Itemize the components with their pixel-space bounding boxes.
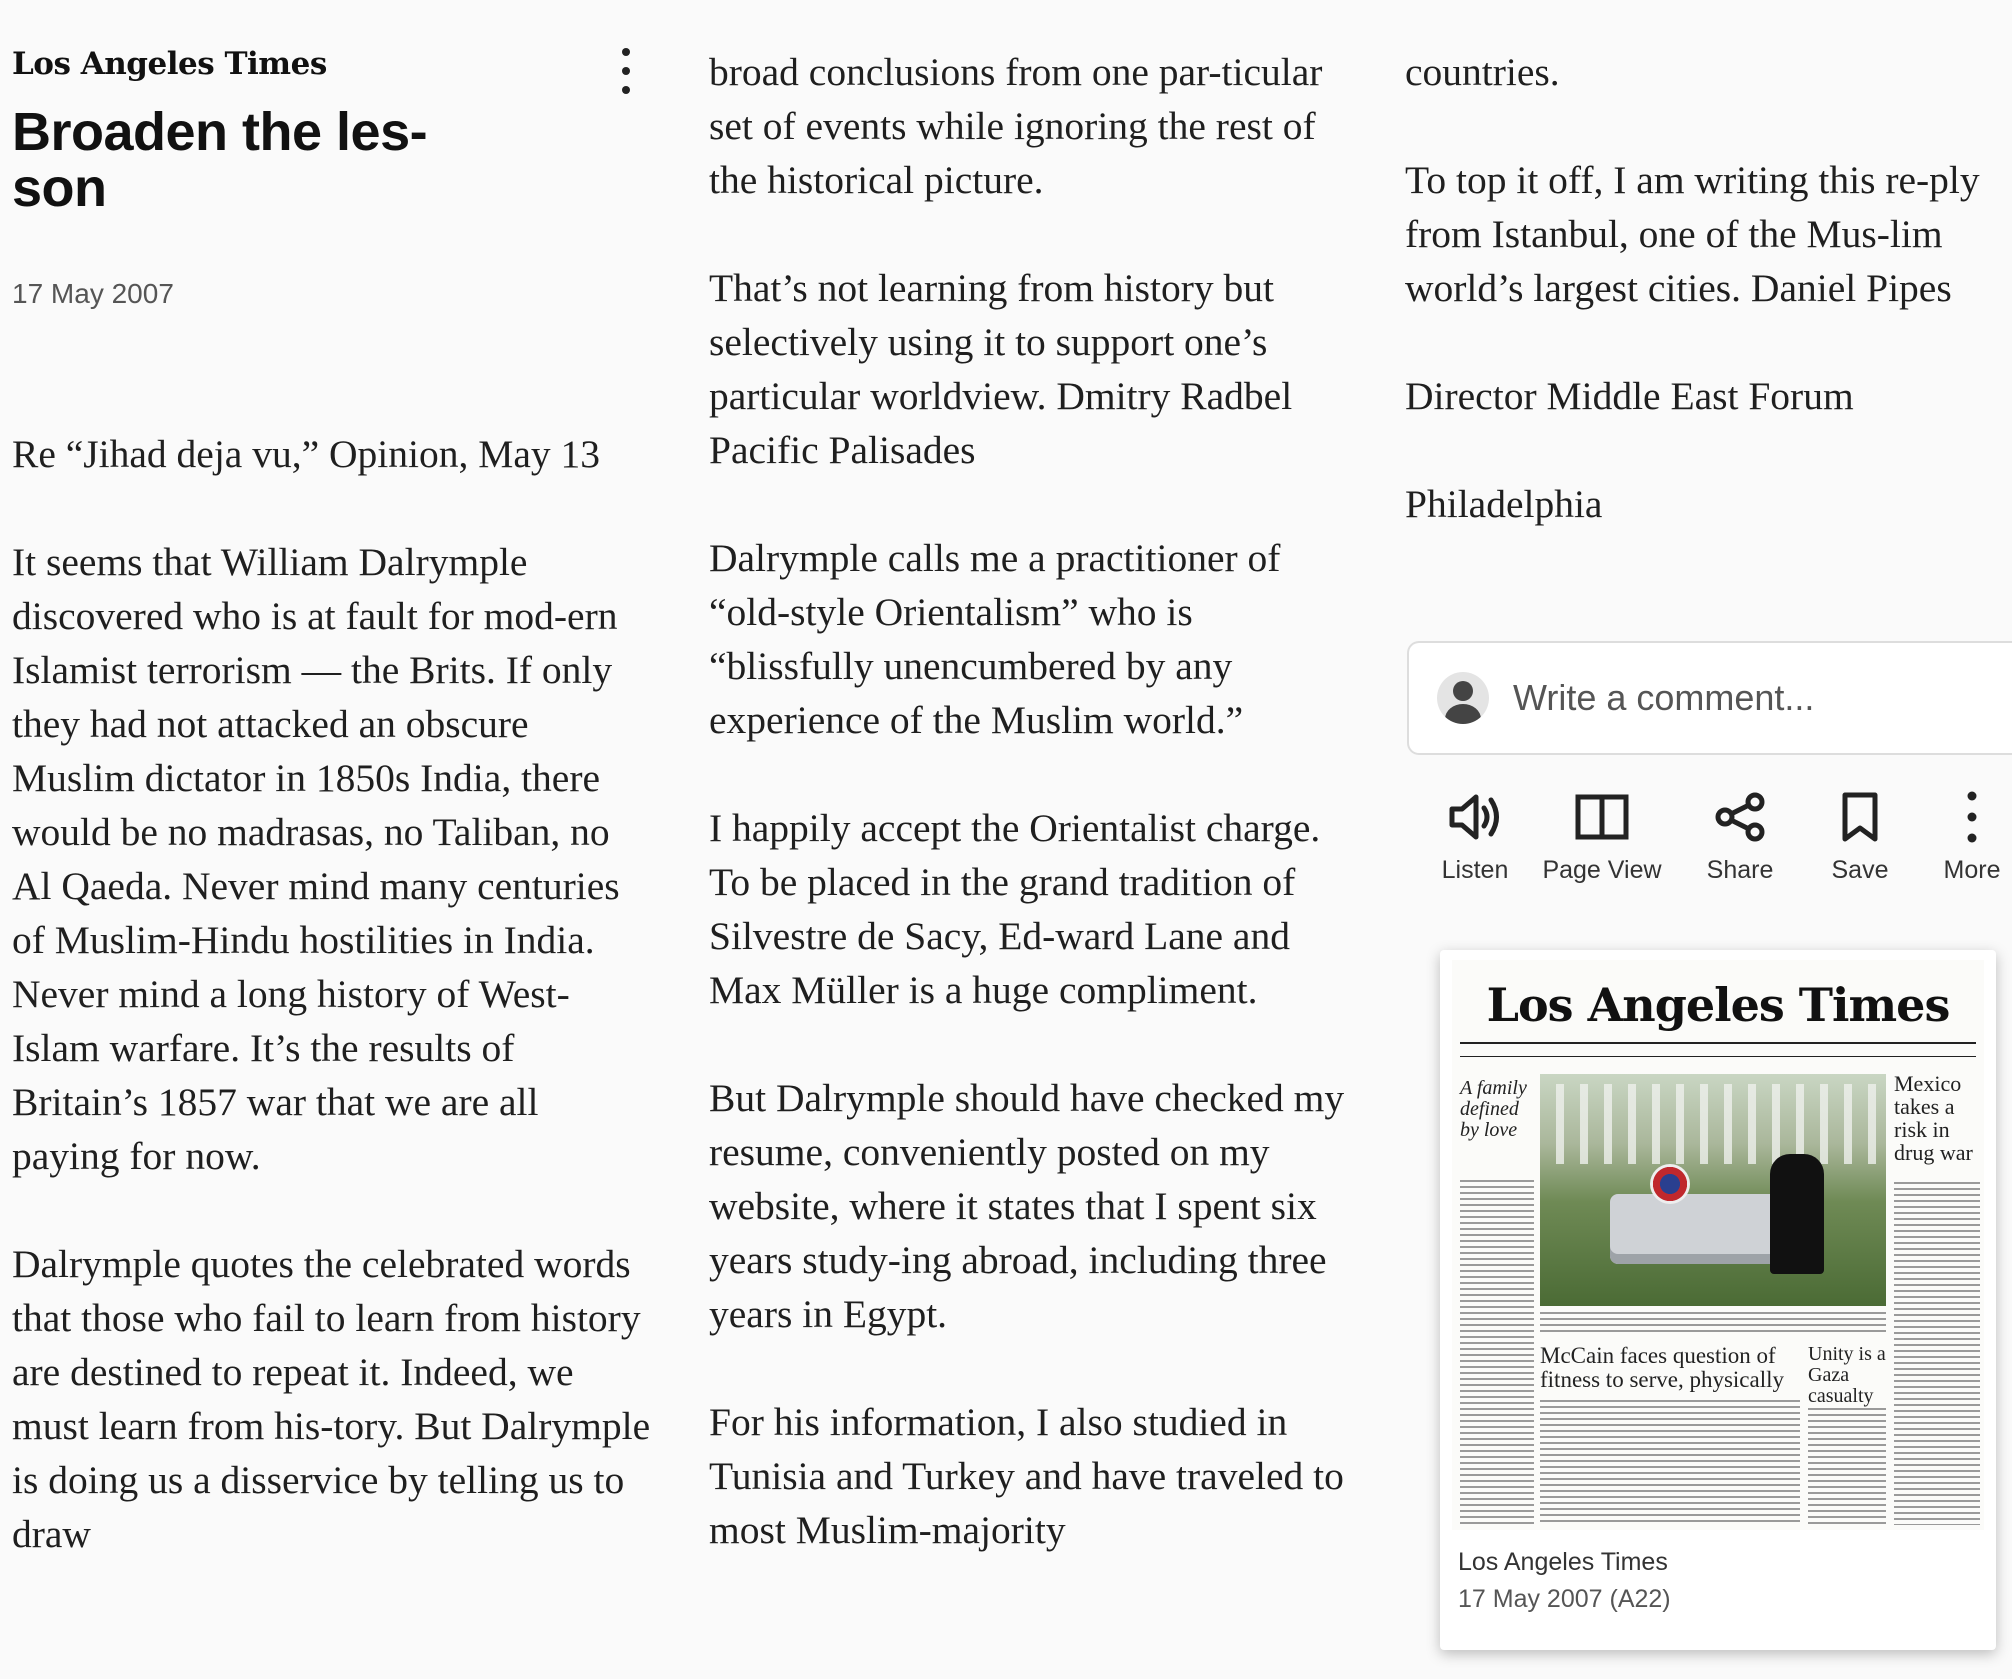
article-body-col3 <box>1405 45 2012 585</box>
thumbnail-side-headline: Unity is a Gaza casualty <box>1808 1343 1886 1407</box>
page-thumbnail-card[interactable] <box>1440 950 1996 1650</box>
share-icon <box>1711 790 1769 844</box>
comment-placeholder: Write a comment... <box>1513 677 1815 718</box>
comment-input[interactable] <box>1407 641 2012 755</box>
publication-masthead: Los Angeles Times <box>12 46 327 82</box>
listen-label: Listen <box>1441 856 1509 884</box>
more-vertical-icon <box>1943 790 2001 844</box>
paragraph: I happily accept the Orientalist charge. To be placed in the grand tradition of Silvestre de Sacy, Ed-ward Lane and Max Müller is a huge compliment. <box>709 806 1321 1012</box>
thumbnail-main-headline: McCain faces question of fitness to serve, physically <box>1540 1343 1785 1393</box>
thumbnail-masthead: Los Angeles Times <box>1486 978 1950 1032</box>
action-bar <box>1405 790 2012 900</box>
paragraph: That’s not learning from history but selectively using it to support one’s particular worldview. Dmitry Radbel Pacific Palisades <box>709 266 1293 472</box>
paragraph: Dalrymple calls me a practitioner of “old-style Orientalism” who is “blissfully unencumbered by any experience of the Muslim world.” <box>709 536 1281 742</box>
paragraph: countries. <box>1405 50 1560 94</box>
newspaper-page-image <box>1452 960 1984 1530</box>
thumbnail-left-headline: A family defined by love <box>1460 1077 1527 1141</box>
page-view-icon <box>1573 790 1631 844</box>
paragraph: It seems that William Dalrymple discovered who is at fault for mod-ern Islamist terrorism — the Brits. If only they had not attacked an obscure Muslim dictator in 1850s India, there would be no madrasas, no Taliban, no Al Qaeda. Never mind many centuries of Muslim-Hindu hostilities in India. Never mind a long history of West-Islam warfare. It’s the results of Britain’s 1857 war that we are all paying for now. <box>12 540 620 1178</box>
thumbnail-date: 17 May 2007 (A22) <box>1458 1585 1671 1613</box>
article-body-col2 <box>709 45 1349 1611</box>
thumbnail-publication: Los Angeles Times <box>1458 1548 1668 1576</box>
article-date: 17 May 2007 <box>12 278 174 309</box>
article-column-3 <box>1405 0 2012 620</box>
bookmark-icon <box>1831 790 1889 844</box>
article-headline: Broaden the les-son <box>12 102 428 218</box>
thumbnail-caption <box>1458 1548 1671 1614</box>
article-column-2 <box>709 0 1349 1679</box>
speaker-icon <box>1446 790 1504 844</box>
paragraph: To top it off, I am writing this re-ply from Istanbul, one of the Mus-lim world’s largest cities. Daniel Pipes <box>1405 158 1980 310</box>
more-button[interactable] <box>1897 790 2012 885</box>
paragraph: Philadelphia <box>1405 482 1603 526</box>
thumbnail-right-headline: Mexico takes a risk in drug war <box>1894 1071 1973 1166</box>
paragraph: For his information, I also studied in Tunisia and Turkey and have traveled to most Muslim-majority <box>709 1400 1344 1552</box>
user-avatar-icon <box>1437 672 1489 724</box>
article-body-col1 <box>12 427 652 1615</box>
front-page-photo <box>1540 1074 1886 1306</box>
paragraph: broad conclusions from one par-ticular set of events while ignoring the rest of the historical picture. <box>709 50 1323 202</box>
save-label: Save <box>1831 856 1889 884</box>
paragraph: Re “Jihad deja vu,” Opinion, May 13 <box>12 432 600 476</box>
paragraph: But Dalrymple should have checked my resume, conveniently posted on my website, where it states that I spent six years study-ing abroad, including three years in Egypt. <box>709 1076 1345 1336</box>
paragraph: Director Middle East Forum <box>1405 374 1854 418</box>
page-view-button[interactable] <box>1527 790 1677 885</box>
more-label: More <box>1943 856 2001 884</box>
paragraph: Dalrymple quotes the celebrated words that those who fail to learn from history are destined to repeat it. Indeed, we must learn from his-tory. But Dalrymple is doing us a disservice by telling us to draw <box>12 1242 651 1556</box>
page-view-label: Page View <box>1542 856 1662 884</box>
share-label: Share <box>1706 856 1774 884</box>
